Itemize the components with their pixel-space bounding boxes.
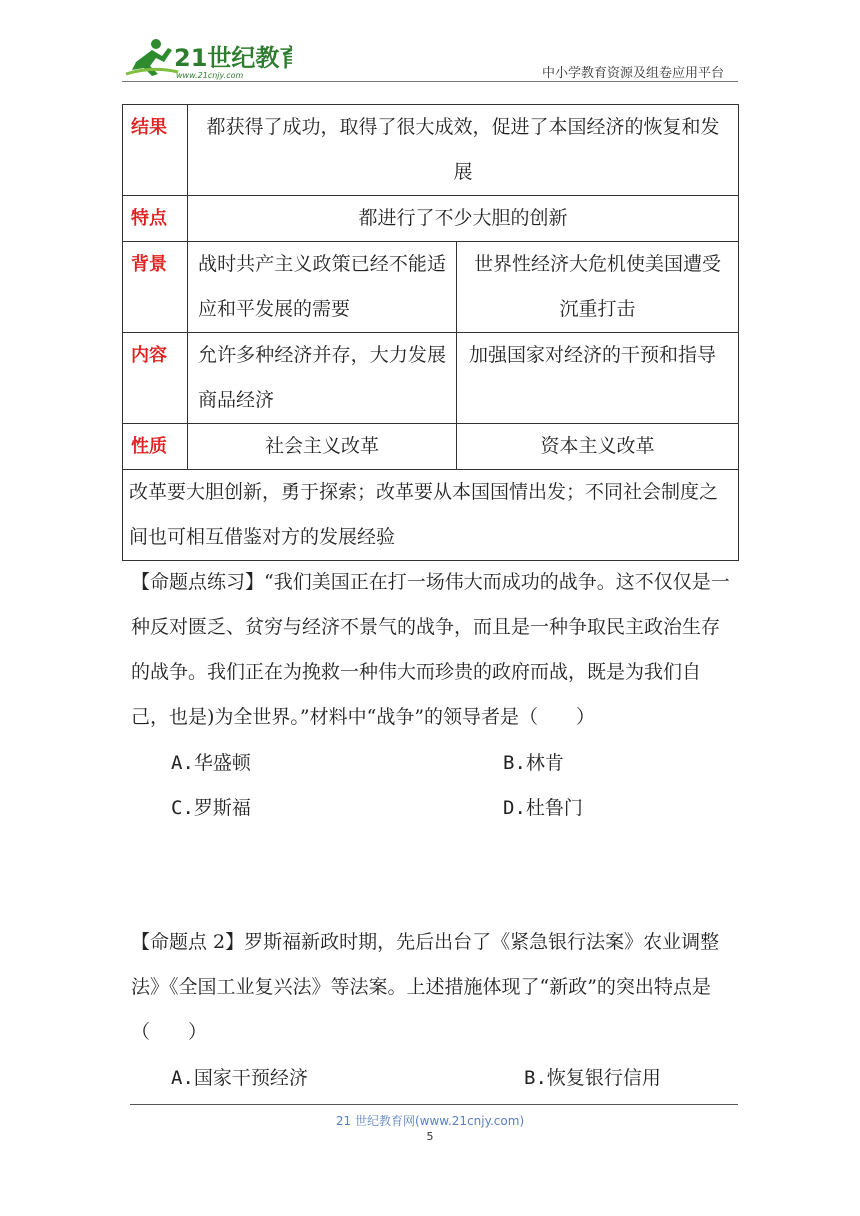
- row-label: 性质: [123, 424, 188, 470]
- row-label: 结果: [123, 105, 188, 196]
- option-text: 杜鲁门: [525, 797, 583, 819]
- option-text: 恢复银行信用: [546, 1067, 661, 1089]
- logo-url: www.21cnjy.com: [176, 71, 244, 80]
- option-d[interactable]: [503, 793, 583, 820]
- summary-cell: 改革要大胆创新，勇于探索；改革要从本国国情出发；不同社会制度之间也可相互借鉴对方的发展经验: [123, 470, 739, 561]
- option-key: B.: [524, 1067, 547, 1089]
- row-label: 内容: [123, 333, 188, 424]
- row-label: 特点: [123, 196, 188, 242]
- logo-text: 21世纪教育: [174, 44, 292, 72]
- cell-text: 都获得了成功，取得了很大成效，促进了本国经济的恢复和发展: [206, 116, 720, 183]
- footer-divider: [130, 1104, 738, 1105]
- option-key: A.: [171, 752, 194, 774]
- table-row: [123, 333, 739, 424]
- option-text: 罗斯福: [193, 797, 251, 819]
- merged-cell: 都进行了不少大胆的创新: [188, 196, 739, 242]
- option-text: 国家干预经济: [193, 1067, 308, 1089]
- option-key: D.: [503, 797, 526, 819]
- option-key: B.: [503, 752, 526, 774]
- question-2-stem: 【命题点 2】罗斯福新政时期，先后出台了《紧急银行法案》农业调整法》《全国工业复兴法》等法案。上述措施体现了“新政”的突出特点是（ ）: [131, 931, 720, 1043]
- table-row: [123, 424, 739, 470]
- page-number: 5: [426, 1130, 434, 1143]
- us-cell: 世界性经济大危机使美国遭受沉重打击: [457, 242, 739, 333]
- option-b[interactable]: [503, 748, 564, 775]
- table-row: [123, 242, 739, 333]
- soviet-cell: 社会主义改革: [188, 424, 457, 470]
- option-b[interactable]: [524, 1063, 661, 1090]
- question-1-stem: 【命题点练习】“我们美国正在打一场伟大而成功的战争。这不仅仅是一种反对匮乏、贫穷与经济不景气的战争，而且是一种争取民主政治生存的战争。我们正在为挽救一种伟大而珍贵的政府而战，既是为我们自己，也是)为全世界。”材料中“战争”的领导者是（ ）: [131, 571, 730, 728]
- merged-cell: [188, 105, 739, 196]
- site-logo[interactable]: [122, 36, 292, 82]
- option-c[interactable]: [171, 793, 251, 820]
- page-header: [122, 36, 738, 82]
- header-divider: [122, 81, 738, 82]
- table-row: [123, 470, 739, 561]
- option-text: 林肯: [525, 752, 564, 774]
- option-key: C.: [171, 797, 194, 819]
- option-a[interactable]: [171, 1063, 308, 1090]
- soviet-cell: 战时共产主义政策已经不能适应和平发展的需要: [188, 242, 457, 333]
- option-text: 华盛顿: [193, 752, 251, 774]
- option-key: A.: [171, 1067, 194, 1089]
- table-row: [123, 105, 739, 196]
- footer-site-link[interactable]: 21 世纪教育网(www.21cnjy.com): [335, 1114, 525, 1128]
- us-cell: 加强国家对经济的干预和指导: [457, 333, 739, 424]
- platform-name: 中小学教育资源及组卷应用平台: [541, 66, 724, 81]
- us-cell: 资本主义改革: [457, 424, 739, 470]
- row-label: 背景: [123, 242, 188, 333]
- soviet-cell: 允许多种经济并存，大力发展商品经济: [188, 333, 457, 424]
- option-a[interactable]: [171, 748, 251, 775]
- comparison-table: [122, 104, 739, 561]
- table-row: [123, 196, 739, 242]
